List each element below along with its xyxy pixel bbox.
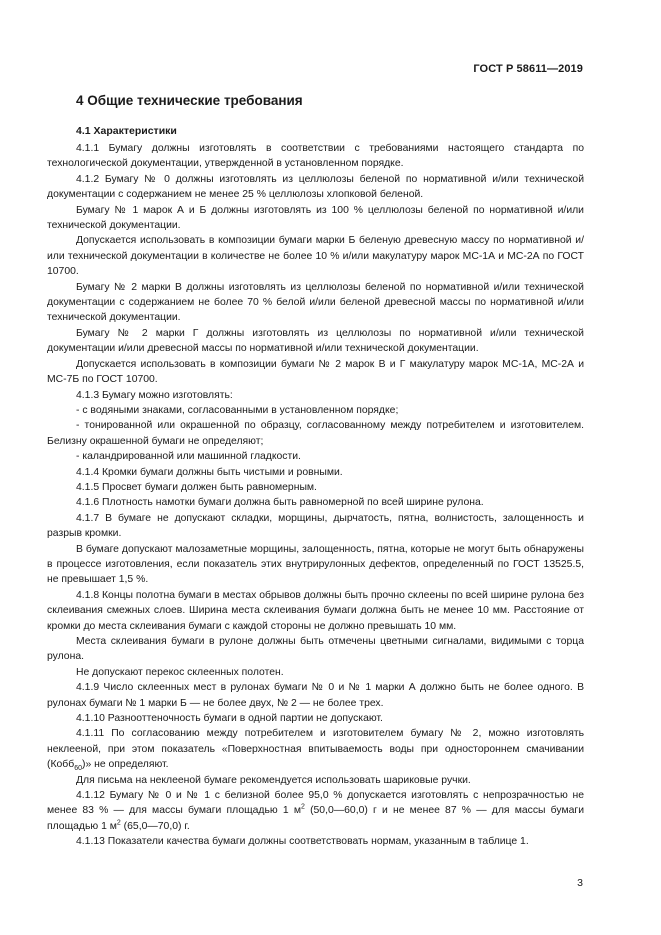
subsection-title: 4.1 Характеристики (76, 125, 177, 137)
paragraph (47, 788, 584, 834)
paragraph: Допускается использовать в композиции бумаги № 2 марок В и Г макулатуру марок МС-1А, МС-2А и МС-7Б по ГОСТ 10700. (47, 358, 584, 386)
subscript: 60 (74, 765, 82, 773)
list-item: - с водяными знаками, согласованными в установленном порядке; (76, 404, 399, 416)
paragraph: Допускается использовать в композиции бумаги марки Б беленую древесную массу по нормативной и/или технической документации в количестве не более 10 % и/или макулатуру марок МС-1А и МС-2А по ГОСТ 10700. (47, 235, 584, 278)
paragraph: 4.1.13 Показатели качества бумаги должны соответствовать нормам, указанным в таблице 1. (76, 836, 529, 848)
text-segment: (65,0—70,0) г. (120, 820, 190, 832)
paragraph: 4.1.9 Число склеенных мест в рулонах бумаги № 0 и № 1 марки А должно быть не более одного. В рулонах бумаги № 1 марки Б — не более двух, № 2 — не более трех. (47, 682, 584, 709)
paragraph: 4.1.8 Концы полотна бумаги в местах обрывов должны быть прочно склеены по всей ширине рулона без склеивания смежных слоев. Ширина места склеивания бумаги должна быть не менее 10 мм. Расстояние от кромки до места склеивания бумаги с каждой стороны не должно превышать 10 мм. (47, 589, 584, 632)
paragraph: Для письма на неклееной бумаге рекомендуется использовать шариковые ручки. (76, 774, 471, 786)
paragraph: Не допускают перекос склеенных полотен. (76, 666, 284, 678)
superscript: 2 (300, 804, 305, 811)
list-item: - тонированной или окрашенной по образцу, согласованному между потребителем и изготовителем. Белизну окрашенной бумаги не определяют; (47, 420, 584, 447)
list-item: - каландрированной или машинной гладкости. (76, 451, 301, 463)
paragraph (47, 726, 584, 772)
paragraph: 4.1.1 Бумагу должны изготовлять в соответствии с требованиями настоящего стандарта по технологической документации, утвержденной в установленном порядке. (47, 143, 584, 170)
text-segment: (50,0—60,0) г и не менее 87 % — для массы бумаги площадью 1 м (47, 805, 584, 832)
body-text (47, 141, 584, 850)
paragraph: В бумаге допускают малозаметные морщины, залощенность, пятна, которые не могут быть обнаружены в процессе изготовления, если показатель этих внутрирулонных дефектов, определенный по ГОСТ 13525.5, не превышает 1,5 %. (47, 543, 584, 586)
text-segment: 4.1.12 Бумагу № 0 и № 1 с белизной более 95,0 % допускается изготовлять с непрозрачностью не менее 83 % — для массы бумаги площадью 1 м (47, 790, 584, 817)
paragraph: Бумагу № 1 марок А и Б должны изготовлять из 100 % целлюлозы беленой по нормативной и/или технической документации. (47, 204, 584, 232)
paragraph: 4.1.4 Кромки бумаги должны быть чистыми и ровными. (76, 466, 343, 478)
paragraph: 4.1.3 Бумагу можно изготовлять: (76, 389, 233, 401)
paragraph: 4.1.6 Плотность намотки бумаги должна быть равномерной по всей ширине рулона. (76, 497, 484, 509)
paragraph: 4.1.5 Просвет бумаги должен быть равномерным. (76, 481, 317, 493)
document-code: ГОСТ Р 58611—2019 (473, 63, 583, 75)
paragraph: 4.1.10 Разнооттеночность бумаги в одной партии не допускают. (76, 713, 383, 725)
paragraph: Места склеивания бумаги в рулоне должны быть отмечены цветными сигналами, видимыми с торца рулона. (47, 636, 584, 663)
text-segment: )» не определяют. (82, 759, 169, 771)
paragraph: 4.1.7 В бумаге не допускают складки, морщины, дырчатость, пятна, волнистость, залощенность и разрыв кромки. (47, 512, 584, 540)
text-segment: 4.1.11 По согласованию между потребителем и изготовителем бумагу № 2, можно изготовлять неклееной, при этом показатель «Поверхностная впитываемость воды при одностороннем смачивании (Кобб (47, 728, 584, 771)
paragraph: 4.1.2 Бумагу № 0 должны изготовлять из целлюлозы беленой по нормативной и/или технической документации с содержанием не менее 25 % целлюлозы хлопковой беленой. (47, 173, 584, 201)
page-number: 3 (577, 877, 583, 889)
paragraph: Бумагу № 2 марки В должны изготовлять из целлюлозы беленой по нормативной и/или технической документации с содержанием не более 70 % белой и/или беленой древесной массы по нормативной и/или технической документации. (47, 281, 584, 324)
section-title: 4 Общие технические требования (76, 93, 303, 108)
paragraph: Бумагу № 2 марки Г должны изготовлять из целлюлозы по нормативной и/или технической документации и/или древесной массы по нормативной и/или технической документации. (47, 327, 584, 355)
superscript: 2 (116, 819, 121, 827)
